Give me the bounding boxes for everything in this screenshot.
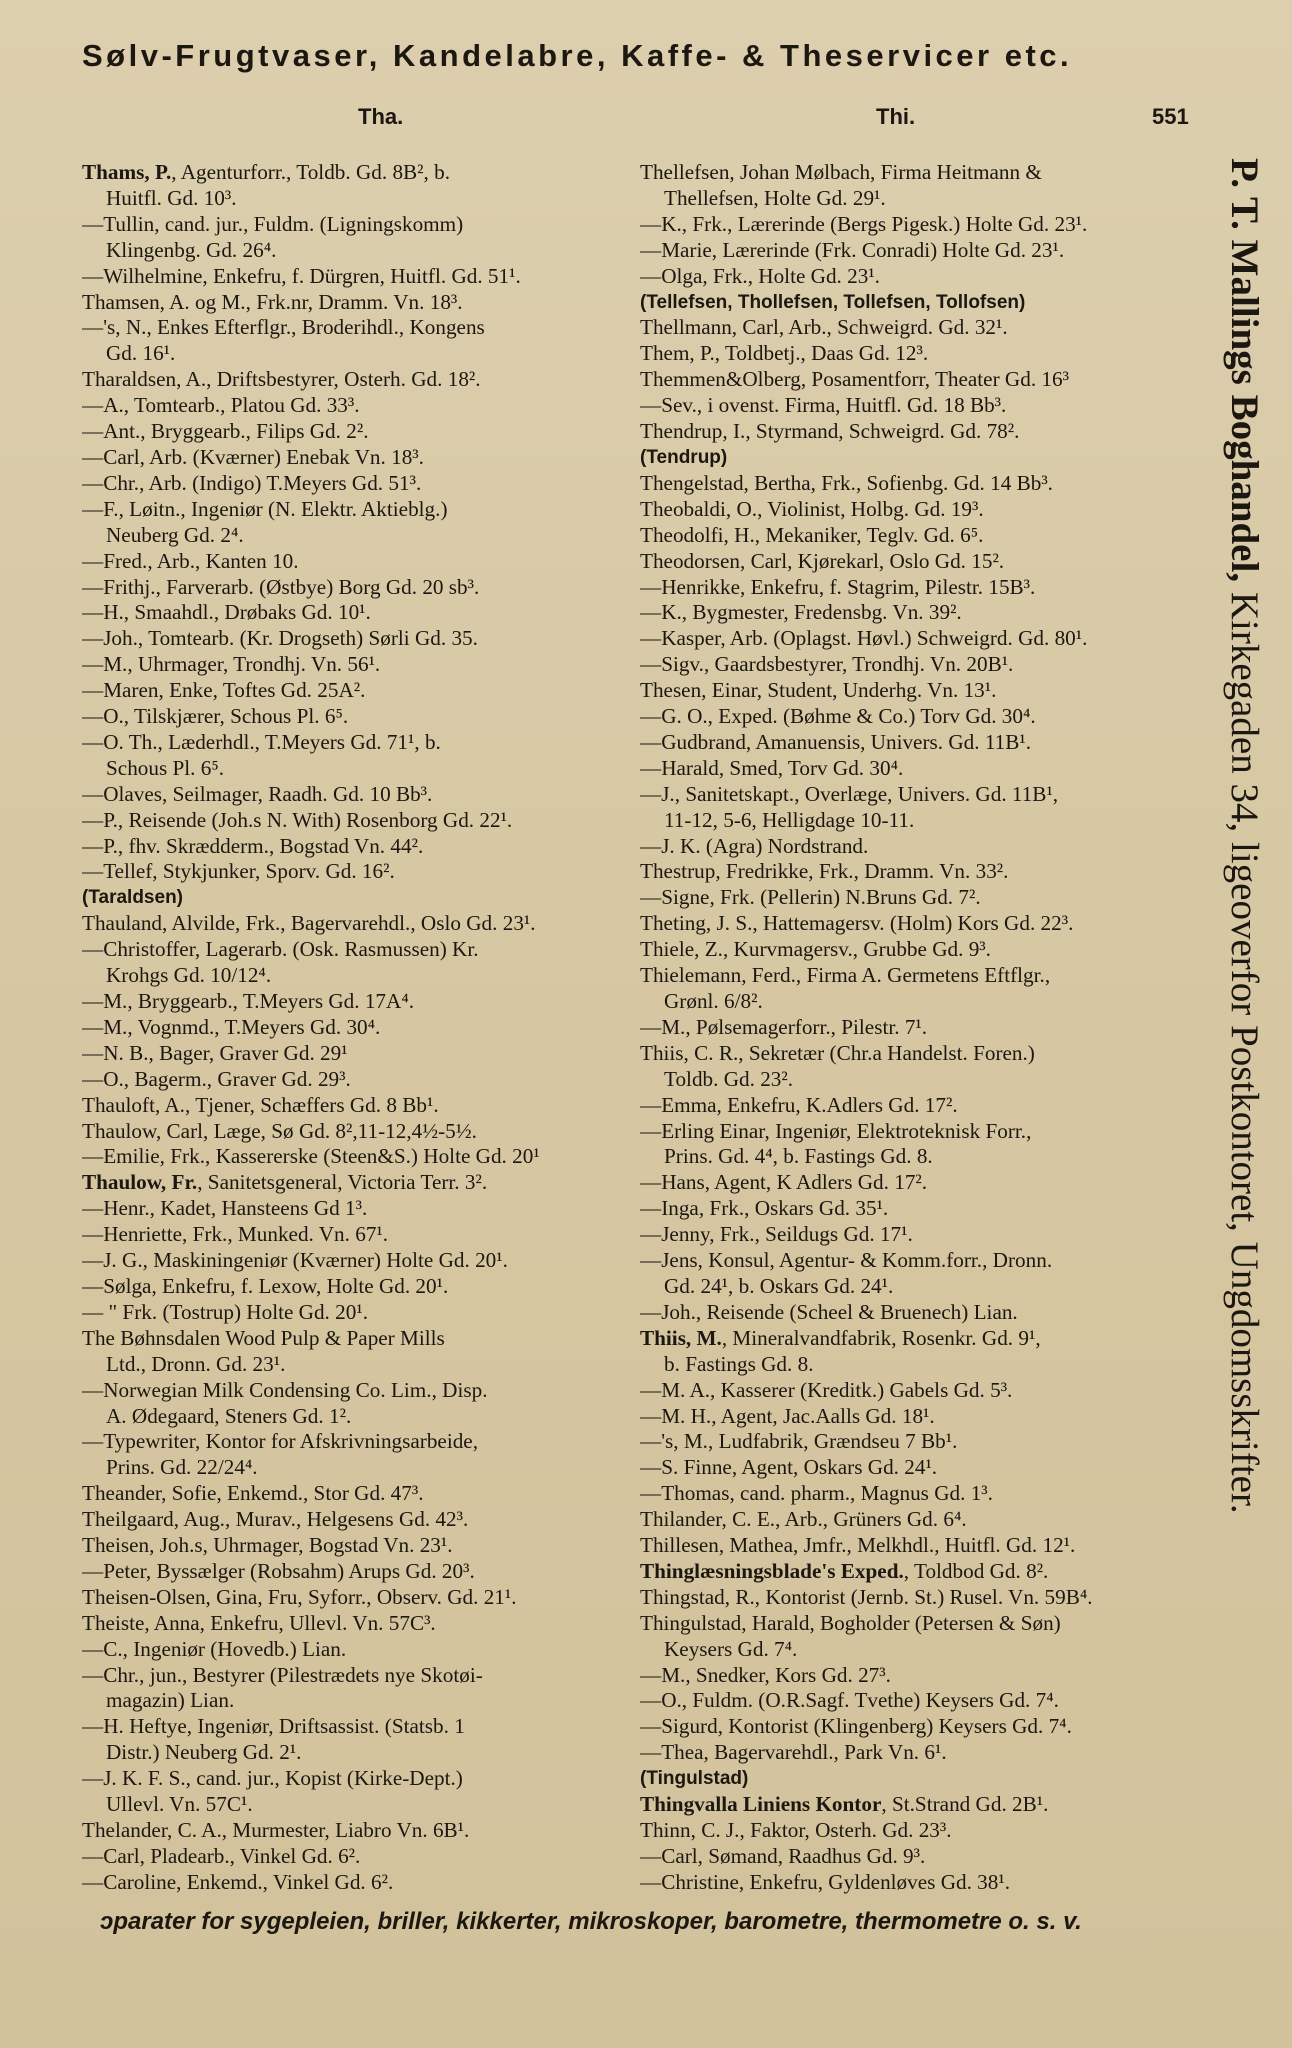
directory-entry: —J. G., Maskiningeniør (Kværner) Holte Gd. 20¹. [82, 1248, 508, 1273]
entry-name-bold: Thiis, M. [640, 1325, 722, 1350]
directory-entry: —Thomas, cand. pharm., Magnus Gd. 1³. [640, 1481, 993, 1506]
directory-entry: —Christoffer, Lagerarb. (Osk. Rasmussen) Kr. [82, 937, 479, 962]
directory-entry: —M., Bryggearb., T.Meyers Gd. 17A⁴. [82, 989, 415, 1013]
directory-entry: —P., fhv. Skrædderm., Bogstad Vn. 44². [82, 833, 424, 858]
entry-continuation-line: Gd. 24¹, b. Oskars Gd. 24¹. [664, 1273, 894, 1298]
directory-entry: Thillesen, Mathea, Jmfr., Melkhdl., Huitfl. Gd. 12¹. [640, 1533, 1076, 1558]
entry-name-bold: Thingvalla Liniens Kontor [640, 1792, 882, 1817]
directory-entry: Thelander, C. A., Murmester, Liabro Vn. 6B¹. [82, 1818, 470, 1842]
directory-entry: —J. K. F. S., cand. jur., Kopist (Kirke-Dept.) [82, 1766, 463, 1791]
directory-entry: —Wilhelmine, Enkefru, f. Dürgren, Huitfl. Gd. 51¹. [82, 263, 521, 288]
entry-continuation-line: Klingenbg. Gd. 26⁴. [106, 237, 277, 262]
directory-entry: —Joh., Reisende (Scheel & Bruenech) Lian. [640, 1299, 1018, 1324]
directory-entry: —A., Tomtearb., Platou Gd. 33³. [82, 393, 360, 418]
directory-entry: —O., Fuldm. (O.R.Sagf. Tvethe) Keysers Gd. 7⁴. [640, 1688, 1059, 1713]
directory-entry: —M., Pølsemagerforr., Pilestr. 7¹. [640, 1014, 928, 1039]
directory-entry: Theodorsen, Carl, Kjørekarl, Oslo Gd. 15². [640, 548, 1005, 573]
directory-entry: —Chr., Arb. (Indigo) T.Meyers Gd. 51³. [82, 470, 422, 495]
entry-continuation-line: A. Ødegaard, Steners Gd. 1². [106, 1403, 352, 1428]
directory-entry: —Henriette, Frk., Munked. Vn. 67¹. [82, 1222, 389, 1247]
entry-details: , St.Strand Gd. 2B¹. [881, 1792, 1049, 1817]
directory-entry: —Ant., Bryggearb., Filips Gd. 2². [82, 419, 369, 444]
entry-name-bold: Thinglæsningsblade's Exped. [640, 1558, 904, 1583]
directory-entry: —O., Tilskjærer, Schous Pl. 6⁵. [82, 704, 349, 729]
bottom-advertisement-footer: ɔparater for sygepleien, briller, kikkerter, mikroskoper, barometre, thermometre o. s. v. [100, 1908, 1082, 1935]
entry-continuation-line: Grønl. 6/8². [664, 989, 763, 1013]
spelling-variant-reference: (Tellefsen, Thollefsen, Tollefsen, Tollofsen) [640, 291, 1026, 313]
directory-entry: —Inga, Frk., Oskars Gd. 35¹. [640, 1196, 889, 1221]
entry-continuation-line: Keysers Gd. 7⁴. [664, 1636, 798, 1661]
entry-details: , Sanitetsgeneral, Victoria Terr. 3². [197, 1170, 488, 1195]
directory-entry: —S. Finne, Agent, Oskars Gd. 24¹. [640, 1455, 938, 1480]
directory-entry: Thellmann, Carl, Arb., Schweigrd. Gd. 32¹. [640, 315, 1008, 340]
directory-entry: —Sev., i ovenst. Firma, Huitfl. Gd. 18 Bb³. [640, 393, 1007, 418]
directory-entry: Themmen&Olberg, Posamentforr, Theater Gd. 16³ [640, 367, 1069, 392]
directory-entry: —Sigv., Gaardsbestyrer, Trondhj. Vn. 20B¹. [640, 652, 1014, 677]
directory-entry: Thiele, Z., Kurvmagersv., Grubbe Gd. 9³. [640, 937, 991, 962]
directory-entry: —Jenny, Frk., Seildugs Gd. 17¹. [640, 1222, 913, 1247]
directory-entry: —Tellef, Stykjunker, Sporv. Gd. 16². [82, 859, 395, 884]
directory-entry: —Emilie, Frk., Kassererske (Steen&S.) Holte Gd. 20¹ [82, 1144, 540, 1169]
directory-entry: —M., Uhrmager, Trondhj. Vn. 56¹. [82, 652, 381, 677]
directory-entry: —Henrikke, Enkefru, f. Stagrim, Pilestr. 15B³. [640, 574, 1036, 599]
side-advertisement [1222, 158, 1266, 1514]
directory-entry: —Harald, Smed, Torv Gd. 30⁴. [640, 755, 904, 780]
directory-entry: —M., Vognmd., T.Meyers Gd. 30⁴. [82, 1014, 381, 1039]
directory-entry: Thaulow, Carl, Læge, Sø Gd. 8²,11-12,4½-5½. [82, 1118, 477, 1143]
directory-entry: —C., Ingeniør (Hovedb.) Lian. [82, 1636, 347, 1661]
directory-entry: Thellefsen, Johan Mølbach, Firma Heitmann & [640, 160, 1042, 184]
directory-entry: Thingulstad, Harald, Bogholder (Petersen & Søn) [640, 1610, 1061, 1635]
directory-entry: —G. O., Exped. (Bøhme & Co.) Torv Gd. 30⁴. [640, 704, 1036, 729]
directory-entry: —Fred., Arb., Kanten 10. [82, 548, 299, 573]
side-advertisement-name: P. T. Mallings Boghandel, [1223, 158, 1266, 583]
directory-entry: Thauland, Alvilde, Frk., Bagervarehdl., Oslo Gd. 23¹. [82, 911, 536, 936]
entry-details: , Mineralvandfabrik, Rosenkr. Gd. 9¹, [721, 1325, 1041, 1350]
directory-entry: —Carl, Sømand, Raadhus Gd. 9³. [640, 1843, 926, 1868]
directory-entry: —H. Heftye, Ingeniør, Driftsassist. (Statsb. 1 [82, 1714, 465, 1739]
header-left-keyword: Tha. [358, 104, 404, 129]
directory-entry: —Kasper, Arb. (Oplagst. Høvl.) Schweigrd. Gd. 80¹. [640, 626, 1088, 651]
entry-continuation-line: Gd. 16¹. [106, 341, 176, 366]
directory-entry: —Maren, Enke, Toftes Gd. 25A². [82, 678, 366, 703]
directory-entry: Thengelstad, Bertha, Frk., Sofienbg. Gd. 14 Bb³. [640, 470, 1053, 495]
entry-continuation-line: Prins. Gd. 4⁴, b. Fastings Gd. 8. [664, 1144, 933, 1169]
directory-entry: Theodolfi, H., Mekaniker, Teglv. Gd. 6⁵. [640, 522, 984, 547]
directory-entry: —'s, M., Ludfabrik, Grændseu 7 Bb¹. [640, 1429, 958, 1454]
directory-entry: —Typewriter, Kontor for Afskrivningsarbeide, [82, 1429, 479, 1454]
directory-entry: Theobaldi, O., Violinist, Holbg. Gd. 19³. [640, 496, 984, 521]
directory-entry: The Bøhnsdalen Wood Pulp & Paper Mills [82, 1325, 445, 1350]
directory-entry: Thesen, Einar, Student, Underhg. Vn. 13¹. [640, 678, 997, 703]
right-directory-column [640, 160, 1196, 1896]
entry-continuation-line: 11-12, 5-6, Helligdage 10-11. [664, 807, 915, 832]
directory-entry: —Joh., Tomtearb. (Kr. Drogseth) Sørli Gd. 35. [82, 626, 478, 651]
directory-entry: —Emma, Enkefru, K.Adlers Gd. 17². [640, 1092, 958, 1117]
entry-continuation-line: Prins. Gd. 22/24⁴. [106, 1455, 258, 1480]
directory-entry: Thauloft, A., Tjener, Schæffers Gd. 8 Bb¹. [82, 1092, 439, 1117]
entry-continuation-line: Huitfl. Gd. 10³. [106, 185, 237, 210]
directory-entry: Thingstad, R., Kontorist (Jernb. St.) Rusel. Vn. 59B⁴. [640, 1584, 1093, 1609]
entry-name-bold: Thams, P. [82, 160, 172, 184]
directory-entry: —P., Reisende (Joh.s N. With) Rosenborg Gd. 22¹. [82, 807, 513, 832]
directory-entry [640, 1326, 1196, 1352]
directory-entry: —Hans, Agent, K Adlers Gd. 17². [640, 1170, 928, 1195]
directory-entry: Thinn, C. J., Faktor, Osterh. Gd. 23³. [640, 1818, 952, 1842]
spelling-variant-reference: (Tingulstad) [640, 1768, 749, 1790]
directory-entry: —Christine, Enkefru, Gyldenløves Gd. 38¹. [640, 1869, 1011, 1894]
directory-entry: —'s, N., Enkes Efterflgr., Broderihdl., Kongens [82, 315, 485, 340]
directory-entry: —Frithj., Farverarb. (Østbye) Borg Gd. 20 sb³. [82, 574, 480, 599]
entry-details: , Agenturforr., Toldb. Gd. 8B², b. [171, 160, 451, 184]
entry-continuation-line: Krohgs Gd. 10/12⁴. [106, 963, 272, 988]
directory-entry: —Chr., jun., Bestyrer (Pilestrædets nye Skotøi- [82, 1662, 483, 1687]
directory-entry: —Carl, Pladearb., Vinkel Gd. 6². [82, 1843, 361, 1868]
directory-entry: Thestrup, Fredrikke, Frk., Dramm. Vn. 33². [640, 859, 1009, 884]
directory-entry: —M. A., Kasserer (Kreditk.) Gabels Gd. 5³. [640, 1377, 1013, 1402]
directory-entry: —Olga, Frk., Holte Gd. 23¹. [640, 263, 880, 288]
directory-entry: Thamsen, A. og M., Frk.nr, Dramm. Vn. 18³. [82, 289, 463, 314]
left-directory-column [82, 160, 638, 1896]
directory-entry [82, 1170, 638, 1196]
directory-entry: —Marie, Lærerinde (Frk. Conradi) Holte Gd. 23¹. [640, 237, 1065, 262]
spelling-variant-reference: (Taraldsen) [82, 887, 184, 909]
directory-entry: —Gudbrand, Amanuensis, Univers. Gd. 11B¹. [640, 729, 1032, 754]
directory-entry: —M., Snedker, Kors Gd. 27³. [640, 1662, 891, 1687]
entry-continuation-line: Thellefsen, Holte Gd. 29¹. [664, 185, 886, 210]
directory-entry: —Olaves, Seilmager, Raadh. Gd. 10 Bb³. [82, 781, 433, 806]
entry-details: , Toldbod Gd. 8². [903, 1558, 1049, 1583]
directory-entry: —Sigurd, Kontorist (Klingenberg) Keysers Gd. 7⁴. [640, 1714, 1072, 1739]
directory-entry [82, 160, 638, 186]
directory-entry: —J., Sanitetskapt., Overlæge, Univers. Gd. 11B¹, [640, 781, 1059, 806]
directory-entry: —N. B., Bager, Graver Gd. 29¹ [82, 1040, 348, 1065]
directory-entry: Thilander, C. E., Arb., Grüners Gd. 6⁴. [640, 1507, 967, 1532]
directory-entry: —J. K. (Agra) Nordstrand. [640, 833, 869, 858]
top-advertisement-banner: Sølv-Frugtvaser, Kandelabre, Kaffe- & Theservicer etc. [82, 38, 1073, 73]
entry-continuation-line: magazin) Lian. [106, 1688, 235, 1713]
directory-entry: Thendrup, I., Styrmand, Schweigrd. Gd. 78². [640, 419, 1020, 444]
directory-entry: —Sølga, Enkefru, f. Lexow, Holte Gd. 20¹. [82, 1273, 449, 1298]
directory-entry: — " Frk. (Tostrup) Holte Gd. 20¹. [82, 1299, 368, 1324]
directory-entry: —O., Bagerm., Graver Gd. 29³. [82, 1066, 351, 1091]
side-advertisement-address: Kirkegaden 34, ligeoverfor Postkontoret, Ungdomsskrifter. [1223, 582, 1266, 1514]
directory-entry: —K., Bygmester, Fredensbg. Vn. 39². [640, 600, 962, 625]
directory-entry: Them, P., Toldbetj., Daas Gd. 12³. [640, 341, 929, 366]
directory-entry: —H., Smaahdl., Drøbaks Gd. 10¹. [82, 600, 371, 625]
entry-continuation-line: Ullevl. Vn. 57C¹. [106, 1792, 253, 1817]
directory-entry: —Signe, Frk. (Pellerin) N.Bruns Gd. 7². [640, 885, 981, 910]
directory-entry: Theilgaard, Aug., Murav., Helgesens Gd. 42³. [82, 1507, 469, 1532]
directory-entry: —K., Frk., Lærerinde (Bergs Pigesk.) Holte Gd. 23¹. [640, 211, 1088, 236]
directory-entry: Thiis, C. R., Sekretær (Chr.a Handelst. Foren.) [640, 1040, 1035, 1065]
page-number: 551 [1152, 104, 1189, 129]
directory-entry [640, 1559, 1196, 1585]
directory-entry: Thielemann, Ferd., Firma A. Germetens Eftflgr., [640, 963, 1051, 988]
header-center-keyword: Thi. [876, 104, 916, 129]
entry-continuation-line: Toldb. Gd. 23². [664, 1066, 794, 1091]
directory-entry: —M. H., Agent, Jac.Aalls Gd. 18¹. [640, 1403, 935, 1428]
directory-entry: Theting, J. S., Hattemagersv. (Holm) Kors Gd. 22³. [640, 911, 1074, 936]
directory-entry: —F., Løitn., Ingeniør (N. Elektr. Aktieblg.) [82, 496, 448, 521]
directory-entry: —Norwegian Milk Condensing Co. Lim., Disp. [82, 1377, 488, 1402]
entry-continuation-line: Neuberg Gd. 2⁴. [106, 522, 244, 547]
directory-entry: Tharaldsen, A., Driftsbestyrer, Osterh. Gd. 18². [82, 367, 481, 392]
directory-entry: —Jens, Konsul, Agentur- & Komm.forr., Dronn. [640, 1248, 1053, 1273]
entry-continuation-line: Schous Pl. 6⁵. [106, 755, 225, 780]
directory-entry: —Peter, Byssælger (Robsahm) Arups Gd. 20³. [82, 1558, 475, 1583]
entry-continuation-line: Distr.) Neuberg Gd. 2¹. [106, 1740, 302, 1765]
directory-entry: —Carl, Arb. (Kværner) Enebak Vn. 18³. [82, 444, 424, 469]
entry-continuation-line: b. Fastings Gd. 8. [664, 1351, 814, 1376]
directory-entry: Theander, Sofie, Enkemd., Stor Gd. 47³. [82, 1481, 424, 1506]
directory-entry: Theiste, Anna, Enkefru, Ullevl. Vn. 57C³. [82, 1610, 436, 1635]
directory-entry: —Thea, Bagervarehdl., Park Vn. 6¹. [640, 1740, 947, 1765]
directory-entry: —O. Th., Læderhdl., T.Meyers Gd. 71¹, b. [82, 729, 441, 754]
directory-entry: —Tullin, cand. jur., Fuldm. (Ligningskomm) [82, 211, 464, 236]
directory-entry: Theisen, Joh.s, Uhrmager, Bogstad Vn. 23¹. [82, 1533, 453, 1558]
directory-entry: —Erling Einar, Ingeniør, Elektroteknisk Forr., [640, 1118, 1032, 1143]
entry-continuation-line: Ltd., Dronn. Gd. 23¹. [106, 1351, 286, 1376]
entry-name-bold: Thaulow, Fr. [82, 1170, 198, 1195]
directory-entry: —Henr., Kadet, Hansteens Gd 1³. [82, 1196, 368, 1221]
spelling-variant-reference: (Tendrup) [640, 446, 728, 468]
directory-entry [640, 1792, 1196, 1818]
directory-entry: Theisen-Olsen, Gina, Fru, Syforr., Observ. Gd. 21¹. [82, 1584, 517, 1609]
directory-entry: —Caroline, Enkemd., Vinkel Gd. 6². [82, 1869, 394, 1894]
